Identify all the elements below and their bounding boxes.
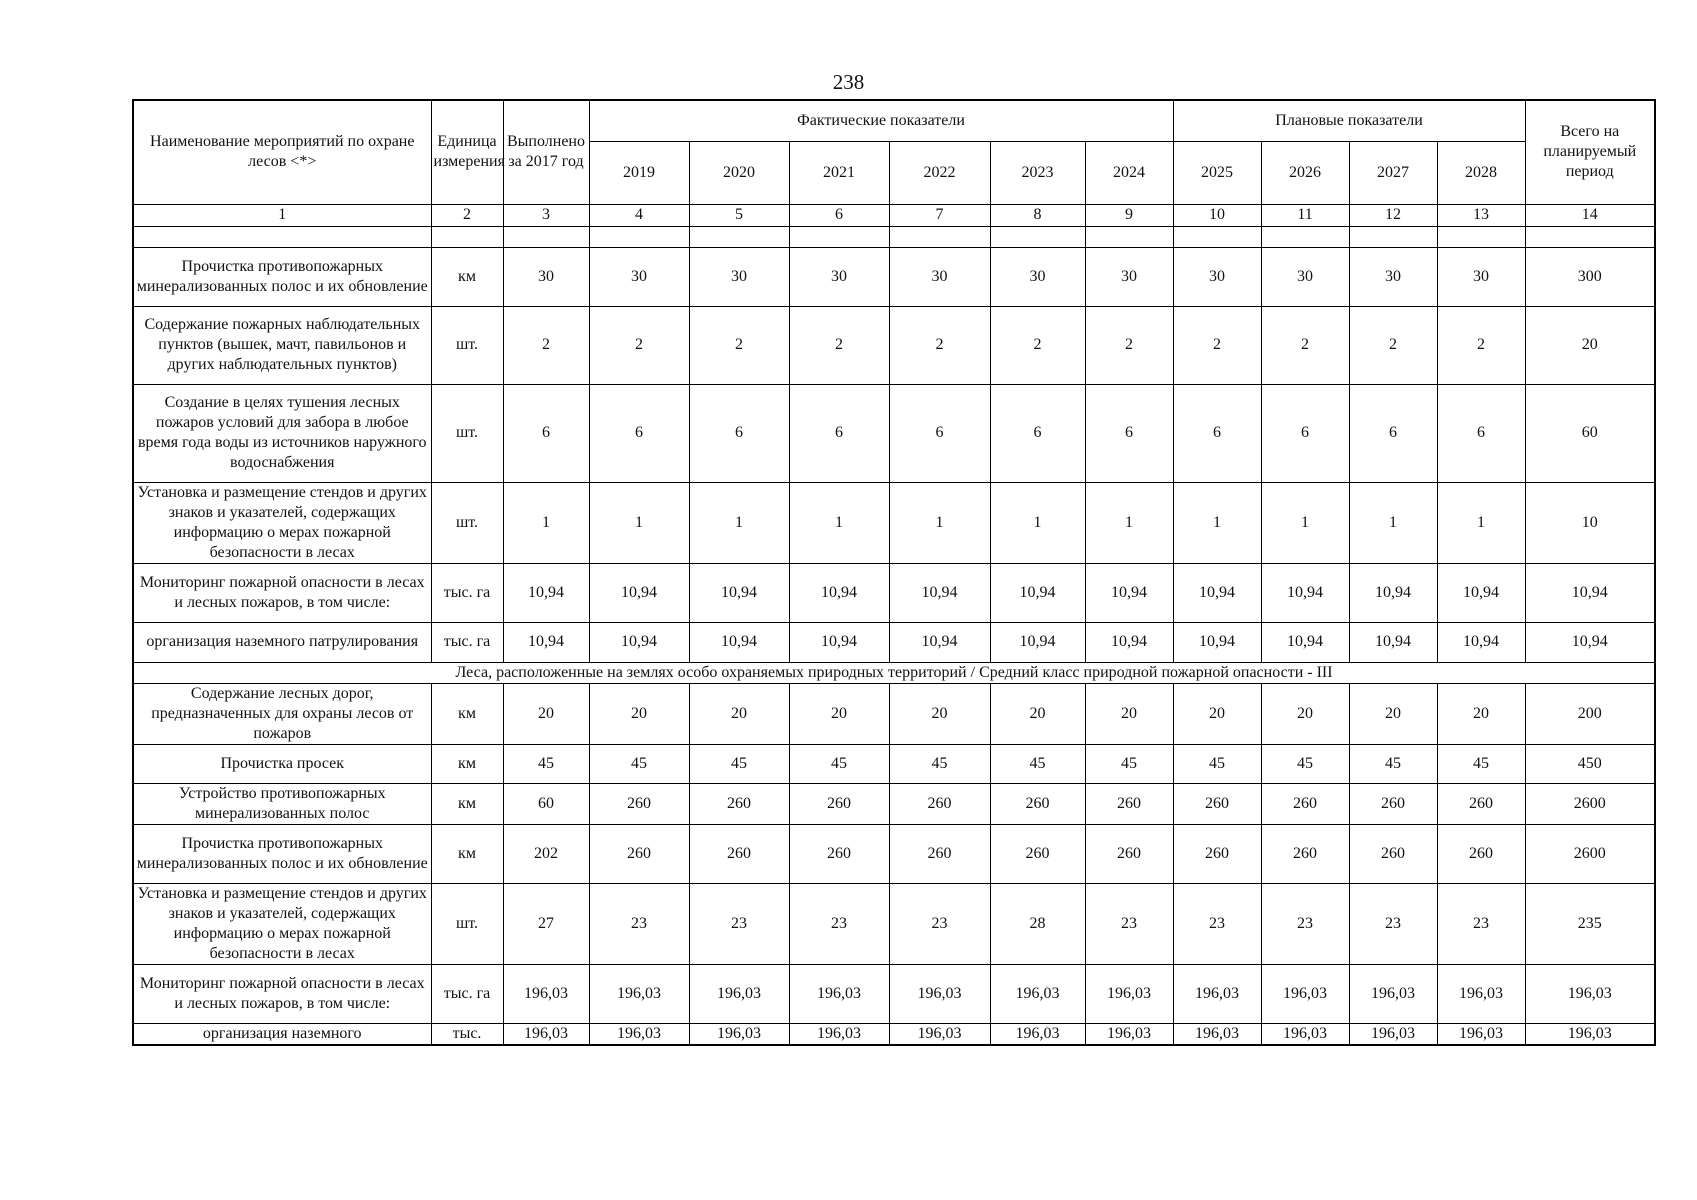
value-cell: 196,03 [689,1023,789,1045]
value-cell: 196,03 [1525,964,1655,1023]
value-cell: 10,94 [503,563,589,622]
value-cell: 10,94 [1261,563,1349,622]
empty-cell [990,226,1085,247]
value-cell: 2 [789,306,889,384]
value-cell: 260 [990,824,1085,883]
value-cell: 30 [589,247,689,306]
value-cell: 45 [889,744,990,783]
value-cell: 10,94 [889,622,990,662]
value-cell: 10,94 [589,622,689,662]
header-name: Наименование мероприятий по охране лесов <*> [133,100,431,204]
value-cell: 202 [503,824,589,883]
value-cell: 260 [1349,783,1437,824]
value-cell: 10,94 [1437,622,1525,662]
value-cell: 260 [689,824,789,883]
header-total: Всего на планируемый период [1525,100,1655,204]
value-cell: 10,94 [1173,622,1261,662]
value-cell: 1 [1085,482,1173,563]
table-row [133,883,1655,964]
empty-cell [1173,226,1261,247]
value-cell: 260 [1349,824,1437,883]
unit-cell: км [431,783,503,824]
value-cell: 2 [1349,306,1437,384]
value-cell: 10,94 [789,563,889,622]
page-number: 238 [832,70,865,94]
value-cell: 45 [789,744,889,783]
value-cell: 20 [1349,683,1437,744]
value-cell: 10 [1525,482,1655,563]
value-cell: 20 [1261,683,1349,744]
year-header: 2024 [1085,141,1173,204]
empty-cell [431,226,503,247]
value-cell: 10,94 [1085,563,1173,622]
value-cell: 196,03 [1085,1023,1173,1045]
value-cell: 23 [1173,883,1261,964]
value-cell: 2 [689,306,789,384]
column-number: 11 [1261,204,1349,226]
year-header: 2027 [1349,141,1437,204]
value-cell: 260 [1173,783,1261,824]
value-cell: 45 [1085,744,1173,783]
table-row [133,482,1655,563]
table-row [133,563,1655,622]
header-actual: Фактические показатели [589,100,1173,141]
value-cell: 30 [889,247,990,306]
value-cell: 6 [689,384,789,482]
value-cell: 23 [1085,883,1173,964]
value-cell: 10,94 [503,622,589,662]
value-cell: 30 [1261,247,1349,306]
year-header: 2022 [889,141,990,204]
value-cell: 196,03 [689,964,789,1023]
activity-name: Прочистка просек [133,744,431,783]
value-cell: 260 [889,824,990,883]
empty-cell [503,226,589,247]
value-cell: 2 [1261,306,1349,384]
value-cell: 235 [1525,883,1655,964]
value-cell: 20 [1437,683,1525,744]
table-row [133,964,1655,1023]
value-cell: 196,03 [1085,964,1173,1023]
value-cell: 2 [1173,306,1261,384]
value-cell: 260 [689,783,789,824]
empty-cell [1349,226,1437,247]
value-cell: 28 [990,883,1085,964]
value-cell: 6 [889,384,990,482]
table-row [133,247,1655,306]
value-cell: 10,94 [1349,563,1437,622]
activity-name: Создание в целях тушения лесных пожаров условий для забора в любое время года воды из источников наружного водоснабжения [133,384,431,482]
table-row [133,744,1655,783]
value-cell: 23 [1261,883,1349,964]
value-cell: 6 [1085,384,1173,482]
empty-cell [1085,226,1173,247]
column-number: 9 [1085,204,1173,226]
empty-row [133,226,1655,247]
value-cell: 260 [789,783,889,824]
value-cell: 196,03 [589,1023,689,1045]
activity-name: Содержание пожарных наблюдательных пунктов (вышек, мачт, павильонов и других наблюдательных пунктов) [133,306,431,384]
value-cell: 23 [589,883,689,964]
value-cell: 196,03 [1173,1023,1261,1045]
value-cell: 260 [1173,824,1261,883]
value-cell: 60 [503,783,589,824]
value-cell: 10,94 [1085,622,1173,662]
unit-cell: шт. [431,306,503,384]
value-cell: 30 [689,247,789,306]
table-row [133,384,1655,482]
value-cell: 1 [503,482,589,563]
table-row [133,683,1655,744]
value-cell: 6 [503,384,589,482]
value-cell: 6 [1261,384,1349,482]
value-cell: 6 [990,384,1085,482]
value-cell: 6 [589,384,689,482]
value-cell: 1 [689,482,789,563]
table-body [133,226,1655,1045]
section-row [133,662,1655,683]
column-number: 2 [431,204,503,226]
value-cell: 23 [1437,883,1525,964]
value-cell: 45 [589,744,689,783]
value-cell: 45 [1437,744,1525,783]
value-cell: 196,03 [503,1023,589,1045]
value-cell: 1 [1261,482,1349,563]
year-header: 2026 [1261,141,1349,204]
forest-protection-table [132,99,1656,1046]
value-cell: 260 [1261,783,1349,824]
column-number: 7 [889,204,990,226]
value-cell: 2 [589,306,689,384]
value-cell: 1 [990,482,1085,563]
empty-cell [133,226,431,247]
value-cell: 1 [589,482,689,563]
column-number: 4 [589,204,689,226]
value-cell: 196,03 [1349,964,1437,1023]
value-cell: 10,94 [990,563,1085,622]
value-cell: 6 [1349,384,1437,482]
activity-name: Мониторинг пожарной опасности в лесах и лесных пожаров, в том числе: [133,563,431,622]
table-row [133,1023,1655,1045]
year-header: 2023 [990,141,1085,204]
column-number: 12 [1349,204,1437,226]
value-cell: 260 [1085,824,1173,883]
activity-name: Установка и размещение стендов и других знаков и указателей, содержащих информацию о мерах пожарной безопасности в лесах [133,883,431,964]
section-title: Леса, расположенные на землях особо охраняемых природных территорий / Средний класс природной пожарной опасности - III [133,662,1655,683]
value-cell: 45 [990,744,1085,783]
value-cell: 196,03 [1525,1023,1655,1045]
value-cell: 6 [1173,384,1261,482]
value-cell: 45 [1173,744,1261,783]
value-cell: 23 [1349,883,1437,964]
column-numbers-row [133,204,1655,226]
value-cell: 196,03 [789,964,889,1023]
value-cell: 2 [990,306,1085,384]
value-cell: 30 [990,247,1085,306]
value-cell: 2 [1437,306,1525,384]
value-cell: 45 [689,744,789,783]
value-cell: 30 [1437,247,1525,306]
value-cell: 23 [889,883,990,964]
value-cell: 45 [1261,744,1349,783]
value-cell: 20 [889,683,990,744]
year-header: 2028 [1437,141,1525,204]
activity-name: Прочистка противопожарных минерализованных полос и их обновление [133,824,431,883]
column-number: 1 [133,204,431,226]
table-row [133,622,1655,662]
column-number: 8 [990,204,1085,226]
value-cell: 196,03 [1437,964,1525,1023]
value-cell: 260 [1261,824,1349,883]
value-cell: 10,94 [1173,563,1261,622]
header-unit: Единица измерения [431,100,503,204]
value-cell: 30 [1349,247,1437,306]
unit-cell: км [431,744,503,783]
column-number: 6 [789,204,889,226]
year-header: 2025 [1173,141,1261,204]
empty-cell [789,226,889,247]
value-cell: 260 [789,824,889,883]
value-cell: 196,03 [990,1023,1085,1045]
header-done-2017: Выполнено за 2017 год [503,100,589,204]
value-cell: 10,94 [689,622,789,662]
column-number: 14 [1525,204,1655,226]
year-header: 2020 [689,141,789,204]
value-cell: 10,94 [1349,622,1437,662]
value-cell: 196,03 [889,1023,990,1045]
column-number: 5 [689,204,789,226]
value-cell: 30 [1173,247,1261,306]
table-row [133,783,1655,824]
value-cell: 20 [503,683,589,744]
unit-cell: шт. [431,883,503,964]
value-cell: 45 [503,744,589,783]
empty-cell [1525,226,1655,247]
activity-name: организация наземного патрулирования [133,622,431,662]
value-cell: 196,03 [1173,964,1261,1023]
value-cell: 10,94 [990,622,1085,662]
value-cell: 300 [1525,247,1655,306]
value-cell: 196,03 [589,964,689,1023]
value-cell: 10,94 [689,563,789,622]
value-cell: 20 [1173,683,1261,744]
activity-name: Устройство противопожарных минерализованных полос [133,783,431,824]
value-cell: 30 [789,247,889,306]
activity-name: организация наземного [133,1023,431,1045]
value-cell: 196,03 [1437,1023,1525,1045]
value-cell: 1 [1437,482,1525,563]
activity-name: Прочистка противопожарных минерализованных полос и их обновление [133,247,431,306]
value-cell: 196,03 [990,964,1085,1023]
value-cell: 196,03 [1349,1023,1437,1045]
column-number: 13 [1437,204,1525,226]
value-cell: 1 [1349,482,1437,563]
value-cell: 450 [1525,744,1655,783]
value-cell: 196,03 [503,964,589,1023]
value-cell: 20 [689,683,789,744]
value-cell: 45 [1349,744,1437,783]
value-cell: 2600 [1525,783,1655,824]
value-cell: 20 [990,683,1085,744]
unit-cell: км [431,683,503,744]
table-row [133,306,1655,384]
value-cell: 10,94 [889,563,990,622]
unit-cell: тыс. га [431,563,503,622]
header-planned: Плановые показатели [1173,100,1525,141]
value-cell: 260 [889,783,990,824]
value-cell: 20 [589,683,689,744]
value-cell: 10,94 [1437,563,1525,622]
value-cell: 20 [789,683,889,744]
empty-cell [1437,226,1525,247]
value-cell: 260 [589,824,689,883]
value-cell: 260 [1437,824,1525,883]
value-cell: 20 [1085,683,1173,744]
unit-cell: тыс. [431,1023,503,1045]
unit-cell: тыс. га [431,964,503,1023]
value-cell: 20 [1525,306,1655,384]
value-cell: 10,94 [589,563,689,622]
activity-name: Содержание лесных дорог, предназначенных для охраны лесов от пожаров [133,683,431,744]
empty-cell [1261,226,1349,247]
value-cell: 1 [789,482,889,563]
value-cell: 27 [503,883,589,964]
unit-cell: км [431,824,503,883]
value-cell: 2 [1085,306,1173,384]
value-cell: 30 [503,247,589,306]
value-cell: 196,03 [789,1023,889,1045]
unit-cell: шт. [431,384,503,482]
value-cell: 196,03 [889,964,990,1023]
value-cell: 30 [1085,247,1173,306]
value-cell: 260 [589,783,689,824]
value-cell: 23 [789,883,889,964]
value-cell: 200 [1525,683,1655,744]
activity-name: Установка и размещение стендов и других знаков и указателей, содержащих информацию о мерах пожарной безопасности в лесах [133,482,431,563]
column-number: 3 [503,204,589,226]
value-cell: 1 [1173,482,1261,563]
value-cell: 10,94 [1525,563,1655,622]
value-cell: 1 [889,482,990,563]
value-cell: 196,03 [1261,964,1349,1023]
value-cell: 2 [889,306,990,384]
value-cell: 23 [689,883,789,964]
table-row [133,824,1655,883]
activity-name: Мониторинг пожарной опасности в лесах и лесных пожаров, в том числе: [133,964,431,1023]
year-header: 2021 [789,141,889,204]
year-header: 2019 [589,141,689,204]
unit-cell: км [431,247,503,306]
column-number: 10 [1173,204,1261,226]
value-cell: 10,94 [1525,622,1655,662]
empty-cell [689,226,789,247]
value-cell: 260 [1437,783,1525,824]
value-cell: 2 [503,306,589,384]
value-cell: 196,03 [1261,1023,1349,1045]
value-cell: 260 [1085,783,1173,824]
value-cell: 6 [1437,384,1525,482]
value-cell: 6 [789,384,889,482]
value-cell: 260 [990,783,1085,824]
value-cell: 60 [1525,384,1655,482]
empty-cell [589,226,689,247]
empty-cell [889,226,990,247]
value-cell: 2600 [1525,824,1655,883]
unit-cell: тыс. га [431,622,503,662]
value-cell: 10,94 [1261,622,1349,662]
unit-cell: шт. [431,482,503,563]
value-cell: 10,94 [789,622,889,662]
